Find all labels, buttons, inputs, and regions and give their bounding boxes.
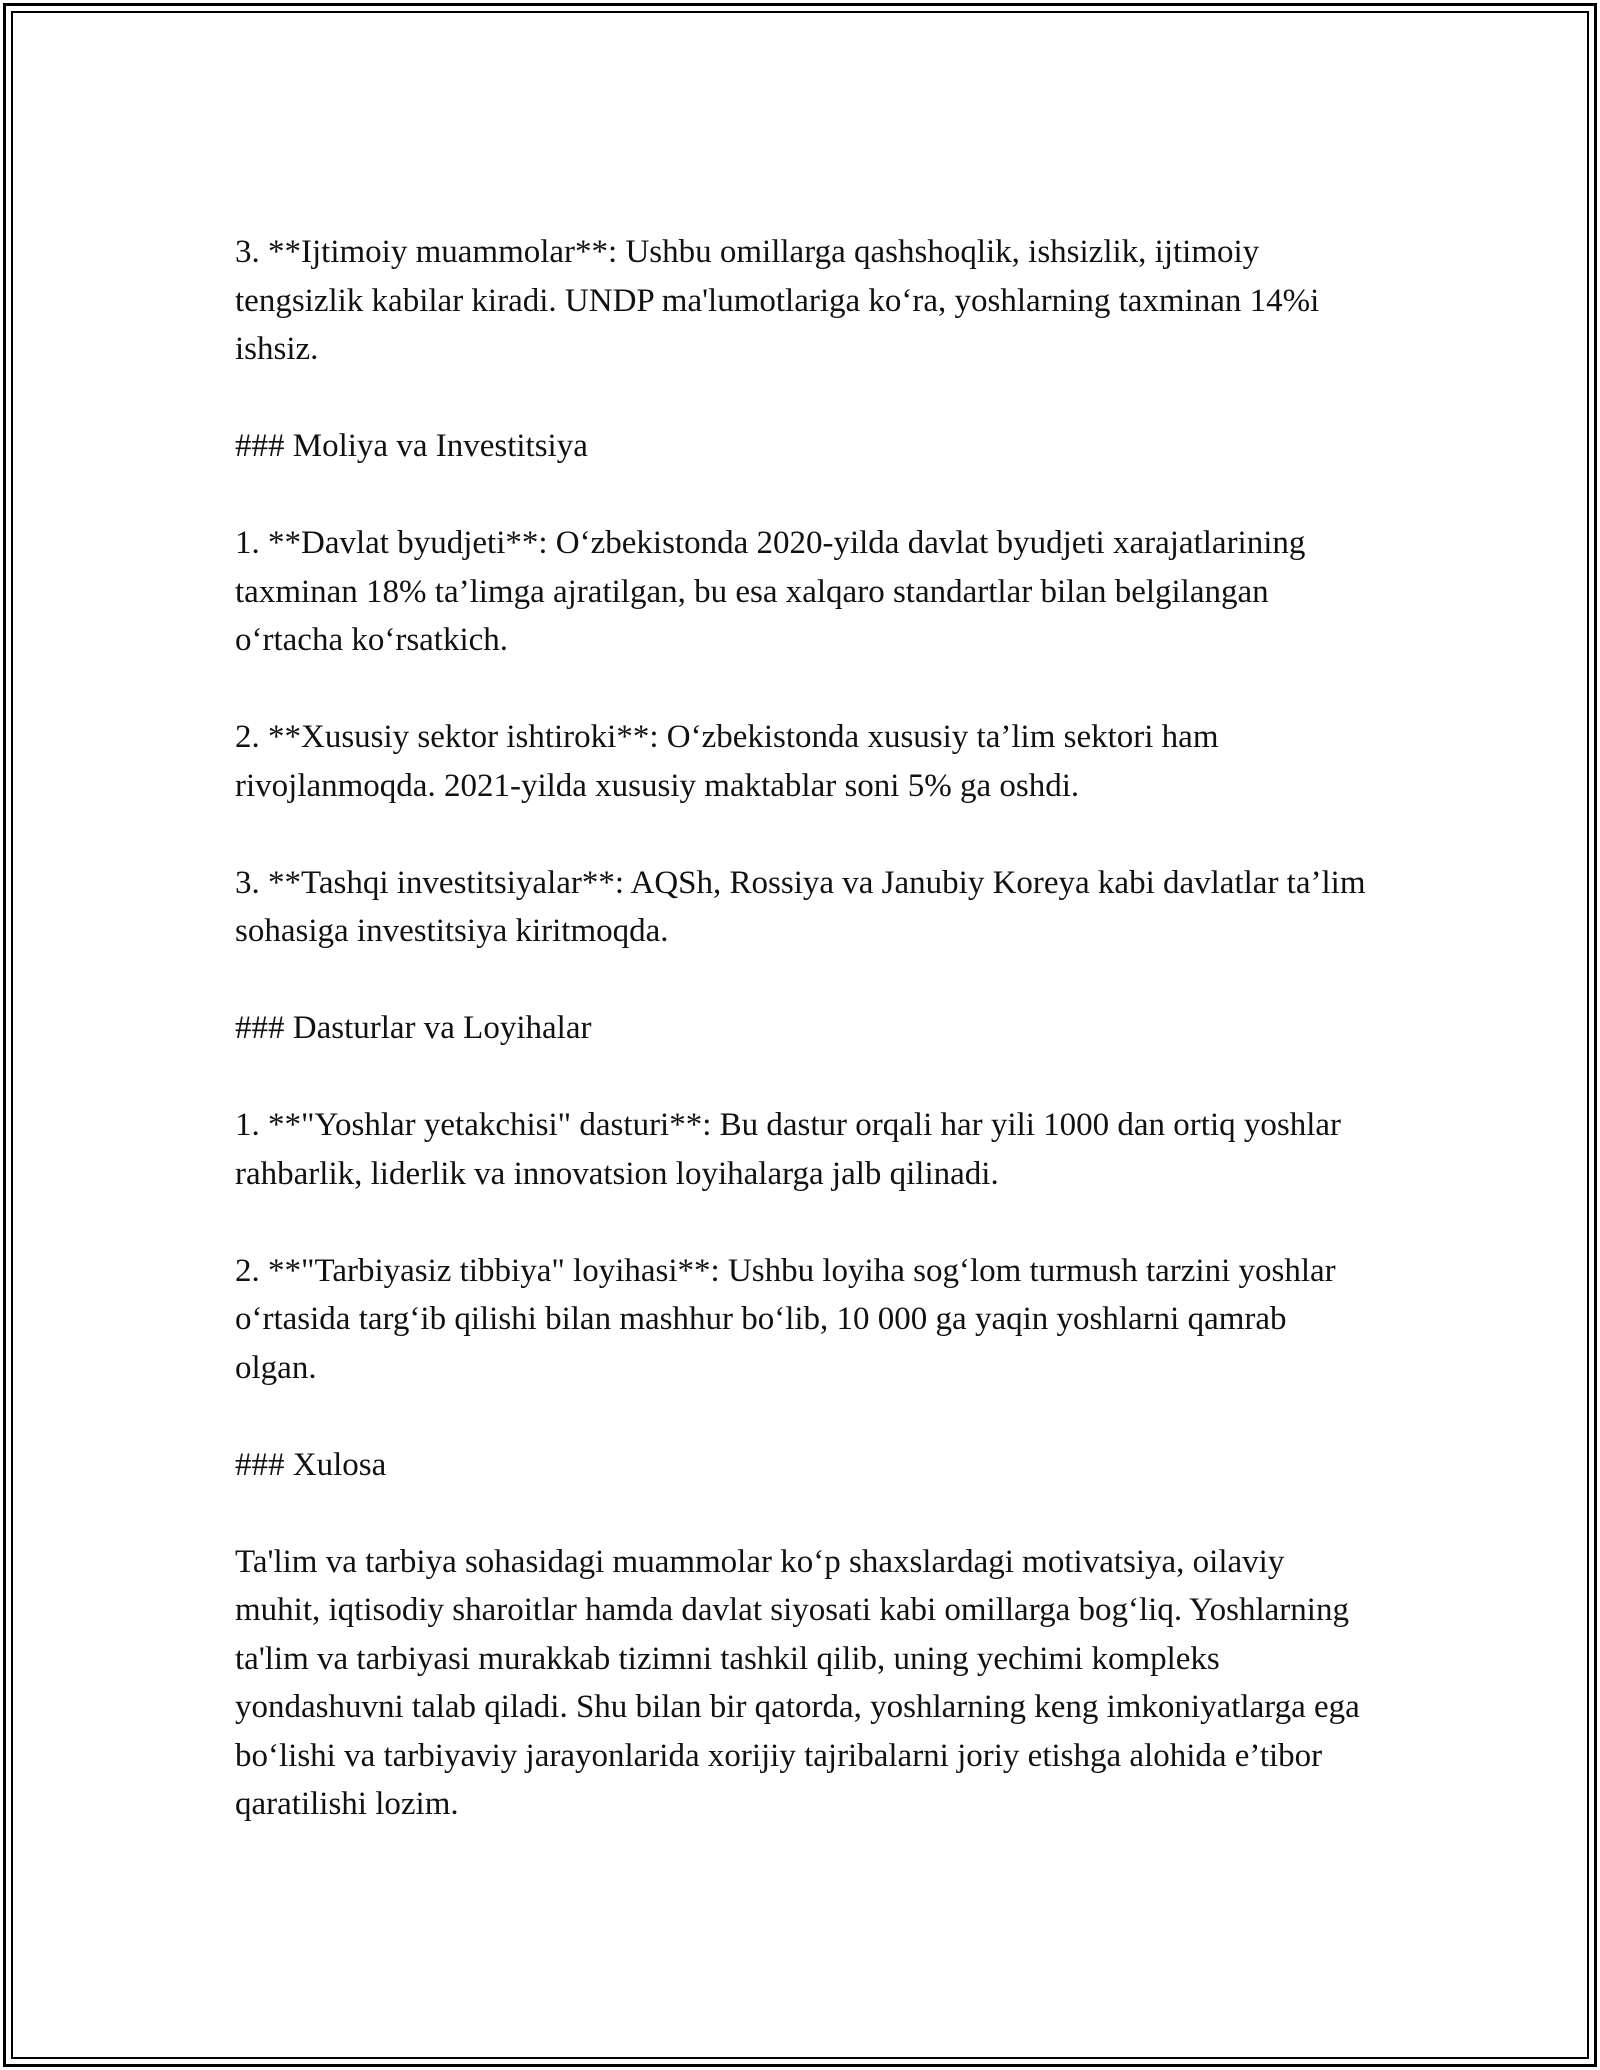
list-item-state-budget: 1. **Davlat byudjeti**: Oʻzbekistonda 2020-yilda davlat byudjeti xarajatlarining taxminan 18% ta’limga ajratilgan, bu esa xalqaro standartlar bilan belgilangan oʻrtacha koʻrsatkich. bbox=[235, 525, 1306, 658]
document-body bbox=[235, 228, 1375, 1829]
list-item-health-project: 2. **"Tarbiyasiz tibbiya" loyihasi**: Ushbu loyiha sogʻlom turmush tarzini yoshlar oʻrtasida targʻib qilishi bilan mashhur boʻlib, 10 000 ga yaqin yoshlarni qamrab olgan. bbox=[235, 1252, 1336, 1386]
list-item-social-problems: 3. **Ijtimoiy muammolar**: Ushbu omillarga qashshoqlik, ishsizlik, ijtimoiy tengsizlik kabilar kiradi. UNDP ma'lumotlariga koʻra, yoshlarning taxminan 14%i ishsiz. bbox=[235, 234, 1320, 367]
section-heading-programs: ### Dasturlar va Loyihalar bbox=[235, 1010, 592, 1046]
section-heading-conclusion: ### Xulosa bbox=[235, 1446, 387, 1483]
list-item-foreign-investment: 3. **Tashqi investitsiyalar**: AQSh, Rossiya va Janubiy Koreya kabi davlatlar ta’lim sohasiga investitsiya kiritmoqda. bbox=[235, 864, 1366, 949]
conclusion-paragraph: Ta'lim va tarbiya sohasidagi muammolar koʻp shaxslardagi motivatsiya, oilaviy muhit, iqtisodiy sharoitlar hamda davlat siyosati kabi omillarga bogʻliq. Yoshlarning ta'lim va tarbiyasi murakkab tizimni tashkil qilib, uning yechimi kompleks yondashuvni talab qiladi. Shu bilan bir qatorda, yoshlarning keng imkoniyatlarga ega boʻlishi va tarbiyaviy jarayonlarida xorijiy tajribalarni joriy etishga alohida e’tibor qaratilishi lozim. bbox=[235, 1543, 1360, 1822]
section-heading-finance: ### Moliya va Investitsiya bbox=[235, 428, 588, 464]
list-item-youth-leader-program: 1. **"Yoshlar yetakchisi" dasturi**: Bu dastur orqali har yili 1000 dan ortiq yoshlar rahbarlik, liderlik va innovatsion loyihalarga jalb qilinadi. bbox=[235, 1107, 1342, 1192]
list-item-private-sector: 2. **Xususiy sektor ishtiroki**: Oʻzbekistonda xususiy ta’lim sektori ham rivojlanmoqda. 2021-yilda xususiy maktablar soni 5% ga oshdi. bbox=[235, 719, 1219, 804]
